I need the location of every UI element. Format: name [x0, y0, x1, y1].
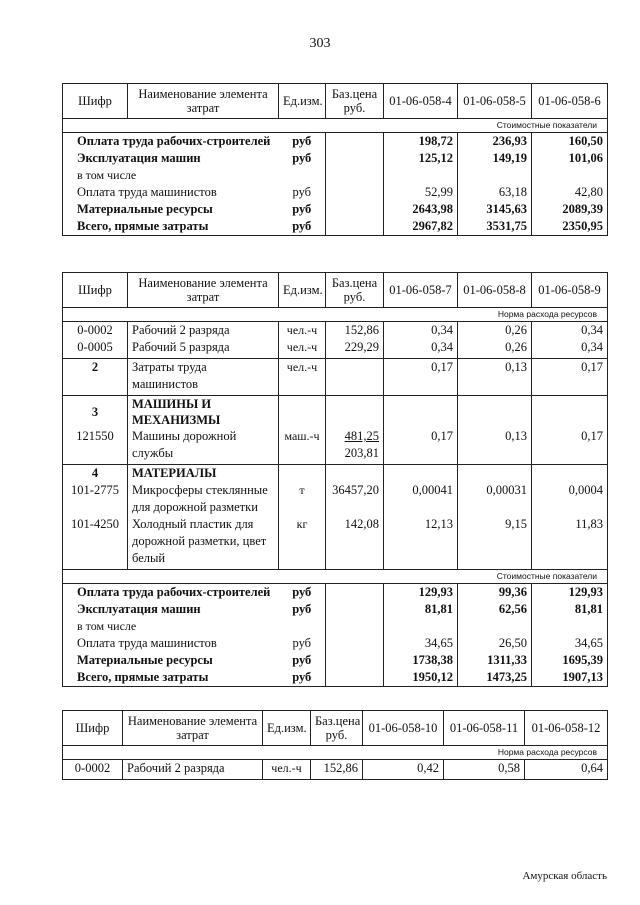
header-row — [63, 273, 608, 308]
cost-row-value: 1473,25 — [458, 669, 532, 687]
cost-row-value: 1738,38 — [384, 652, 458, 669]
cost-row — [63, 652, 608, 669]
row-name: Рабочий 5 разряда — [128, 339, 279, 359]
cost-row-value: 125,12 — [384, 150, 458, 167]
cost-row-value: 2089,39 — [532, 201, 608, 218]
header-column-code: 01-06-058-4 — [384, 84, 458, 119]
header-name: Наименование элемента затрат — [128, 84, 279, 119]
cost-row-value — [384, 167, 458, 184]
cost-row-value: 149,19 — [458, 150, 532, 167]
cost-label: Стоимостные показатели — [63, 570, 608, 584]
cost-row-value: 160,50 — [532, 133, 608, 151]
row-value: 0,00041 — [384, 482, 458, 516]
cost-row-unit: руб — [279, 218, 326, 236]
header-column-code: 01-06-058-7 — [384, 273, 458, 308]
table-row — [63, 359, 608, 396]
page-number: 303 — [309, 36, 331, 51]
cost-row — [63, 618, 608, 635]
header-column-code: 01-06-058-10 — [363, 711, 444, 746]
cost-row-value — [532, 618, 608, 635]
header-price: Баз.цена руб. — [326, 84, 384, 119]
row-value: 0,13 — [458, 428, 532, 465]
row-value: 0,13 — [458, 359, 532, 396]
cost-row-value: 198,72 — [384, 133, 458, 151]
cost-row — [63, 669, 608, 687]
row-value: 0,17 — [384, 428, 458, 465]
header-unit: Ед.изм. — [279, 273, 326, 308]
table-row — [63, 516, 608, 570]
cost-row-unit: руб — [292, 202, 312, 216]
header-code: Шифр — [63, 273, 128, 308]
row-value: 11,83 — [532, 516, 608, 570]
row-price — [326, 396, 384, 429]
cost-row-name: в том числе — [77, 619, 137, 633]
footer-region: Амурская область — [522, 870, 607, 882]
row-price — [326, 516, 384, 570]
cost-row — [63, 635, 608, 652]
row-unit — [279, 465, 326, 483]
row-value: 0,42 — [363, 760, 444, 780]
row-value — [458, 465, 532, 483]
row-value: 12,13 — [384, 516, 458, 570]
resource-table-3 — [62, 710, 608, 780]
row-name: Рабочий 2 разряда — [128, 322, 279, 340]
cost-row-price — [326, 167, 384, 184]
header-price: Баз.цена руб. — [326, 273, 384, 308]
cost-table-1 — [62, 83, 608, 236]
cost-row-value: 63,18 — [458, 184, 532, 201]
norm-label-row — [63, 308, 608, 322]
table-row — [63, 465, 608, 483]
header-column-code: 01-06-058-6 — [532, 84, 608, 119]
cost-row-price — [326, 652, 384, 669]
cost-row-value: 2643,98 — [384, 201, 458, 218]
header-row — [63, 711, 608, 746]
cost-label-row — [63, 570, 608, 584]
row-value: 0,0004 — [532, 482, 608, 516]
cost-row — [63, 201, 608, 218]
cost-row-unit: руб — [292, 602, 312, 616]
cost-row-value: 129,93 — [532, 584, 608, 602]
cost-row-value: 3531,75 — [458, 218, 532, 236]
cost-row-unit: руб — [292, 134, 312, 148]
row-value: 0,17 — [532, 359, 608, 396]
row-value: 0,26 — [458, 339, 532, 359]
row-unit: чел.-ч — [279, 322, 326, 340]
cost-row-name: в том числе — [77, 168, 137, 182]
cost-row-unit: руб — [292, 585, 312, 599]
header-column-code: 01-06-058-11 — [444, 711, 525, 746]
cost-row-name: Оплата труда машинистов — [77, 185, 217, 199]
row-name: МАШИНЫ И МЕХАНИЗМЫ — [128, 396, 279, 429]
cost-row-name: Эксплуатация машин — [77, 602, 201, 616]
cost-row-price — [326, 584, 384, 602]
cost-row-name: Материальные ресурсы — [77, 202, 213, 216]
cost-row-value: 34,65 — [532, 635, 608, 652]
header-column-code: 01-06-058-8 — [458, 273, 532, 308]
header-name: Наименование элемента затрат — [128, 273, 279, 308]
row-name: Холодный пластик для дорожной разметки, цвет белый — [128, 516, 279, 570]
cost-row-value: 101,06 — [532, 150, 608, 167]
header-column-code: 01-06-058-12 — [525, 711, 608, 746]
cost-row-value — [458, 618, 532, 635]
price-value: 152,86 — [344, 323, 379, 337]
row-value: 0,26 — [458, 322, 532, 340]
cost-row-value: 99,36 — [458, 584, 532, 602]
row-unit: маш.-ч — [279, 428, 326, 465]
header-row — [63, 84, 608, 119]
resource-table-2 — [62, 272, 608, 687]
cost-row — [63, 218, 608, 236]
row-unit: кг — [279, 516, 326, 570]
cost-row-price — [326, 201, 384, 218]
row-value — [532, 465, 608, 483]
row-code: 101-2775 — [71, 483, 119, 497]
row-name: МАТЕРИАЛЫ — [128, 465, 279, 483]
header-column-code: 01-06-058-9 — [532, 273, 608, 308]
row-value — [458, 396, 532, 429]
cost-label: Стоимостные показатели — [63, 119, 608, 133]
row-value — [384, 396, 458, 429]
cost-row-value: 236,93 — [458, 133, 532, 151]
norm-label-row — [63, 746, 608, 760]
row-code: 0-0005 — [77, 340, 113, 354]
cost-row — [63, 167, 608, 184]
cost-row-name: Оплата труда рабочих-строителей — [77, 585, 271, 599]
cost-label-row — [63, 119, 608, 133]
cost-row-price — [326, 184, 384, 201]
price-value: 481,25 — [344, 429, 379, 443]
cost-row-value: 129,93 — [384, 584, 458, 602]
row-unit — [279, 396, 326, 429]
cost-row-name: Всего, прямые затраты — [63, 669, 279, 687]
cost-row — [63, 184, 608, 201]
cost-row-price — [326, 635, 384, 652]
header-code: Шифр — [63, 711, 123, 746]
cost-row-value — [384, 618, 458, 635]
cost-row-unit: руб — [292, 151, 312, 165]
header-column-code: 01-06-058-5 — [458, 84, 532, 119]
row-code: 0-0002 — [63, 322, 128, 340]
cost-row-value: 2350,95 — [532, 218, 608, 236]
cost-row-value: 3145,63 — [458, 201, 532, 218]
row-code: 2 — [63, 359, 128, 396]
cost-row-unit: руб — [292, 185, 312, 199]
row-unit: чел.-ч — [279, 359, 326, 396]
cost-row-value: 81,81 — [384, 601, 458, 618]
cost-row-unit: руб — [292, 636, 312, 650]
cost-row-price — [326, 133, 384, 151]
row-name: Рабочий 2 разряда — [123, 760, 263, 780]
cost-row-unit — [279, 167, 326, 184]
cost-row-value: 42,80 — [532, 184, 608, 201]
norm-label: Норма расхода ресурсов — [63, 308, 608, 322]
row-value: 9,15 — [458, 516, 532, 570]
row-value — [532, 396, 608, 429]
row-unit: т — [279, 482, 326, 516]
row-value: 0,00031 — [458, 482, 532, 516]
row-code: 4 — [63, 465, 128, 483]
cost-row-price — [326, 218, 384, 236]
cost-row-name: Эксплуатация машин — [77, 151, 201, 165]
row-value: 0,34 — [384, 339, 458, 359]
cost-row-value: 2967,82 — [384, 218, 458, 236]
cost-row — [63, 150, 608, 167]
row-name: Микросферы стеклянные для дорожной разметки — [128, 482, 279, 516]
header-unit: Ед.изм. — [263, 711, 311, 746]
price-value: 142,08 — [344, 517, 379, 531]
row-price — [326, 339, 384, 359]
cost-row-name: Материальные ресурсы — [77, 653, 213, 667]
price-value: 36457,20 — [332, 483, 379, 497]
cost-row — [63, 601, 608, 618]
cost-row — [63, 133, 608, 151]
cost-row-price — [326, 601, 384, 618]
cost-row-name: Оплата труда машинистов — [77, 636, 217, 650]
cost-row-unit — [279, 618, 326, 635]
row-price — [326, 322, 384, 340]
row-code: 0-0002 — [63, 760, 123, 780]
cost-row-value: 26,50 — [458, 635, 532, 652]
cost-row-value: 34,65 — [384, 635, 458, 652]
cost-row-value: 81,81 — [532, 601, 608, 618]
row-value: 0,17 — [532, 428, 608, 465]
row-price — [326, 359, 384, 396]
header-name: Наименование элемента затрат — [123, 711, 263, 746]
row-name: Машины дорожной службы — [128, 428, 279, 465]
norm-label: Норма расхода ресурсов — [63, 746, 608, 760]
row-value: 0,34 — [384, 322, 458, 340]
row-value — [384, 465, 458, 483]
row-value: 0,17 — [384, 359, 458, 396]
row-value: 0,34 — [532, 339, 608, 359]
header-price: Баз.цена руб. — [311, 711, 363, 746]
cost-row-price — [326, 618, 384, 635]
row-value: 0,64 — [525, 760, 608, 780]
row-unit: чел.-ч — [263, 760, 311, 780]
row-code: 101-4250 — [71, 517, 119, 531]
cost-row-value: 1950,12 — [384, 669, 458, 687]
price-value: 229,29 — [344, 340, 379, 354]
cost-row-price — [326, 669, 384, 687]
table-row — [63, 428, 608, 465]
cost-row-price — [326, 150, 384, 167]
row-value: 0,34 — [532, 322, 608, 340]
header-code: Шифр — [63, 84, 128, 119]
row-price — [326, 428, 384, 465]
cost-row-value: 52,99 — [384, 184, 458, 201]
cost-row-value — [532, 167, 608, 184]
cost-row-name: Оплата труда рабочих-строителей — [77, 134, 271, 148]
row-value: 0,58 — [444, 760, 525, 780]
cost-row-value: 1311,33 — [458, 652, 532, 669]
cost-row — [63, 584, 608, 602]
row-price — [326, 465, 384, 483]
cost-row-value — [458, 167, 532, 184]
table-row — [63, 322, 608, 340]
cost-row-value: 1695,39 — [532, 652, 608, 669]
table-row — [63, 339, 608, 359]
price-value-secondary: 203,81 — [344, 446, 379, 460]
table-row — [63, 760, 608, 780]
cost-row-value: 62,56 — [458, 601, 532, 618]
row-code: 121550 — [76, 429, 114, 443]
header-unit: Ед.изм. — [279, 84, 326, 119]
row-name: Затраты труда машинистов — [128, 359, 279, 396]
cost-row-name: Всего, прямые затраты — [63, 218, 279, 236]
table-row — [63, 482, 608, 516]
cost-row-unit: руб — [292, 653, 312, 667]
row-price — [311, 760, 363, 780]
cost-row-unit: руб — [279, 669, 326, 687]
table-row — [63, 396, 608, 429]
price-value: 152,86 — [323, 761, 358, 775]
row-code: 3 — [63, 396, 128, 429]
row-unit: чел.-ч — [279, 339, 326, 359]
row-price — [326, 482, 384, 516]
cost-row-value: 1907,13 — [532, 669, 608, 687]
